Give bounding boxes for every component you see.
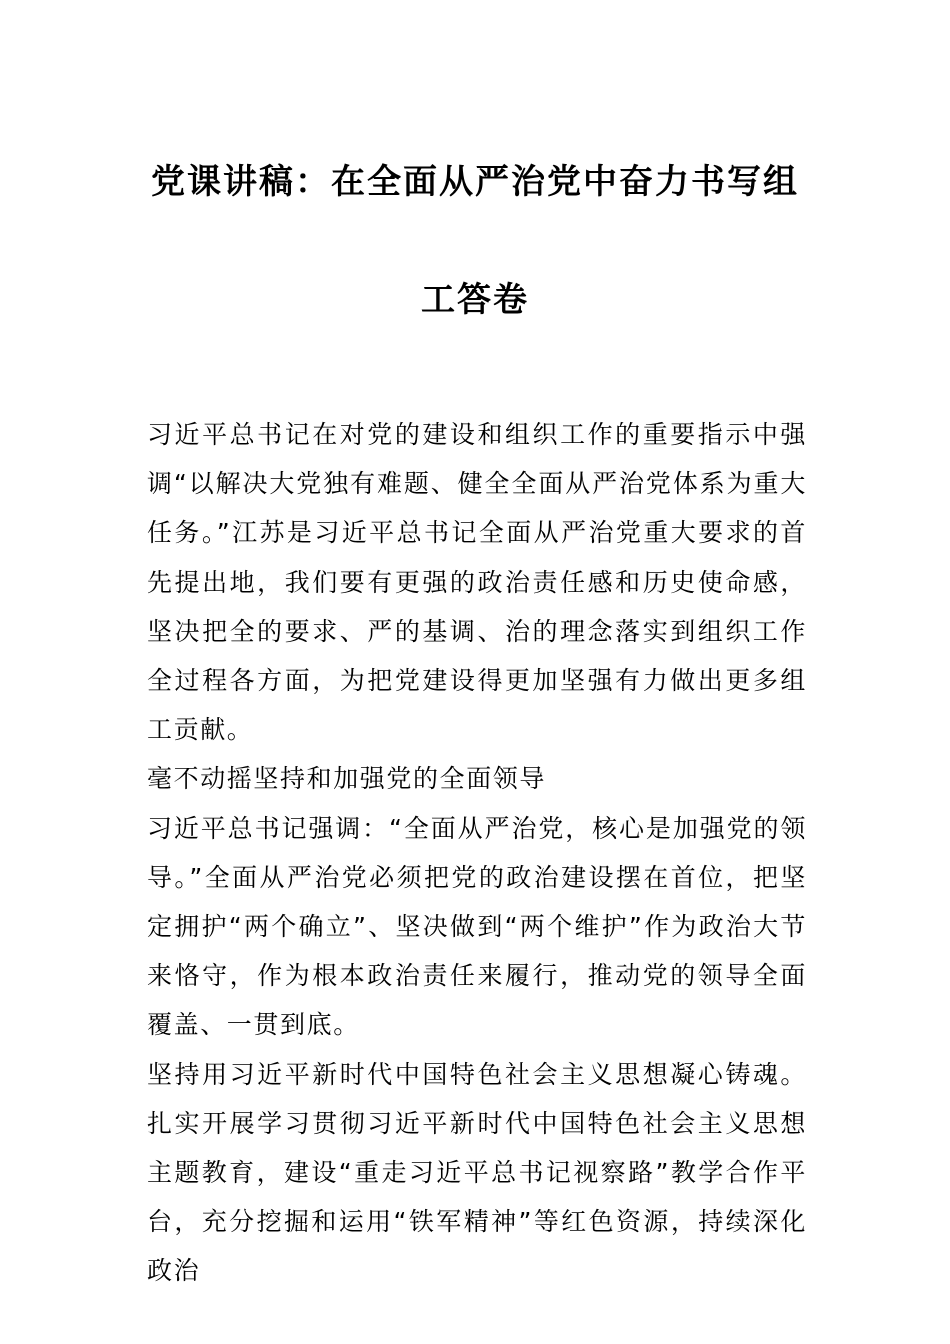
- paragraph-intro: 习近平总书记在对党的建设和组织工作的重要指示中强调“以解决大党独有难题、健全全面从严治党体系为重大任务。”江苏是习近平总书记全面从严治党重大要求的首先提出地，我们要有更强的政治责任感和历史使命感，坚决把全的要求、严的基调、治的理念落实到组织工作全过程各方面，为把党建设得更加坚强有力做出更多组工贡献。: [147, 420, 807, 745]
- document-title-line-1: 党课讲稿：在全面从严治党中奋力书写组: [151, 162, 799, 202]
- document-body: [147, 410, 807, 1296]
- section-heading: 毫不动摇坚持和加强党的全面领导: [147, 764, 547, 794]
- document-title-line-2: 工答卷: [421, 280, 529, 320]
- paragraph-thought: 坚持用习近平新时代中国特色社会主义思想凝心铸魂。扎实开展学习贯彻习近平新时代中国特色社会主义思想主题教育，建设“重走习近平总书记视察路”教学合作平台，充分挖掘和运用“铁军精神”等红色资源，持续深化政治: [147, 1059, 807, 1286]
- paragraph-leadership: 习近平总书记强调：“全面从严治党，核心是加强党的领导。”全面从严治党必须把党的政治建设摆在首位，把坚定拥护“两个确立”、坚决做到“两个维护”作为政治大节来恪守，作为根本政治责任来履行，推动党的领导全面覆盖、一贯到底。: [147, 813, 807, 1040]
